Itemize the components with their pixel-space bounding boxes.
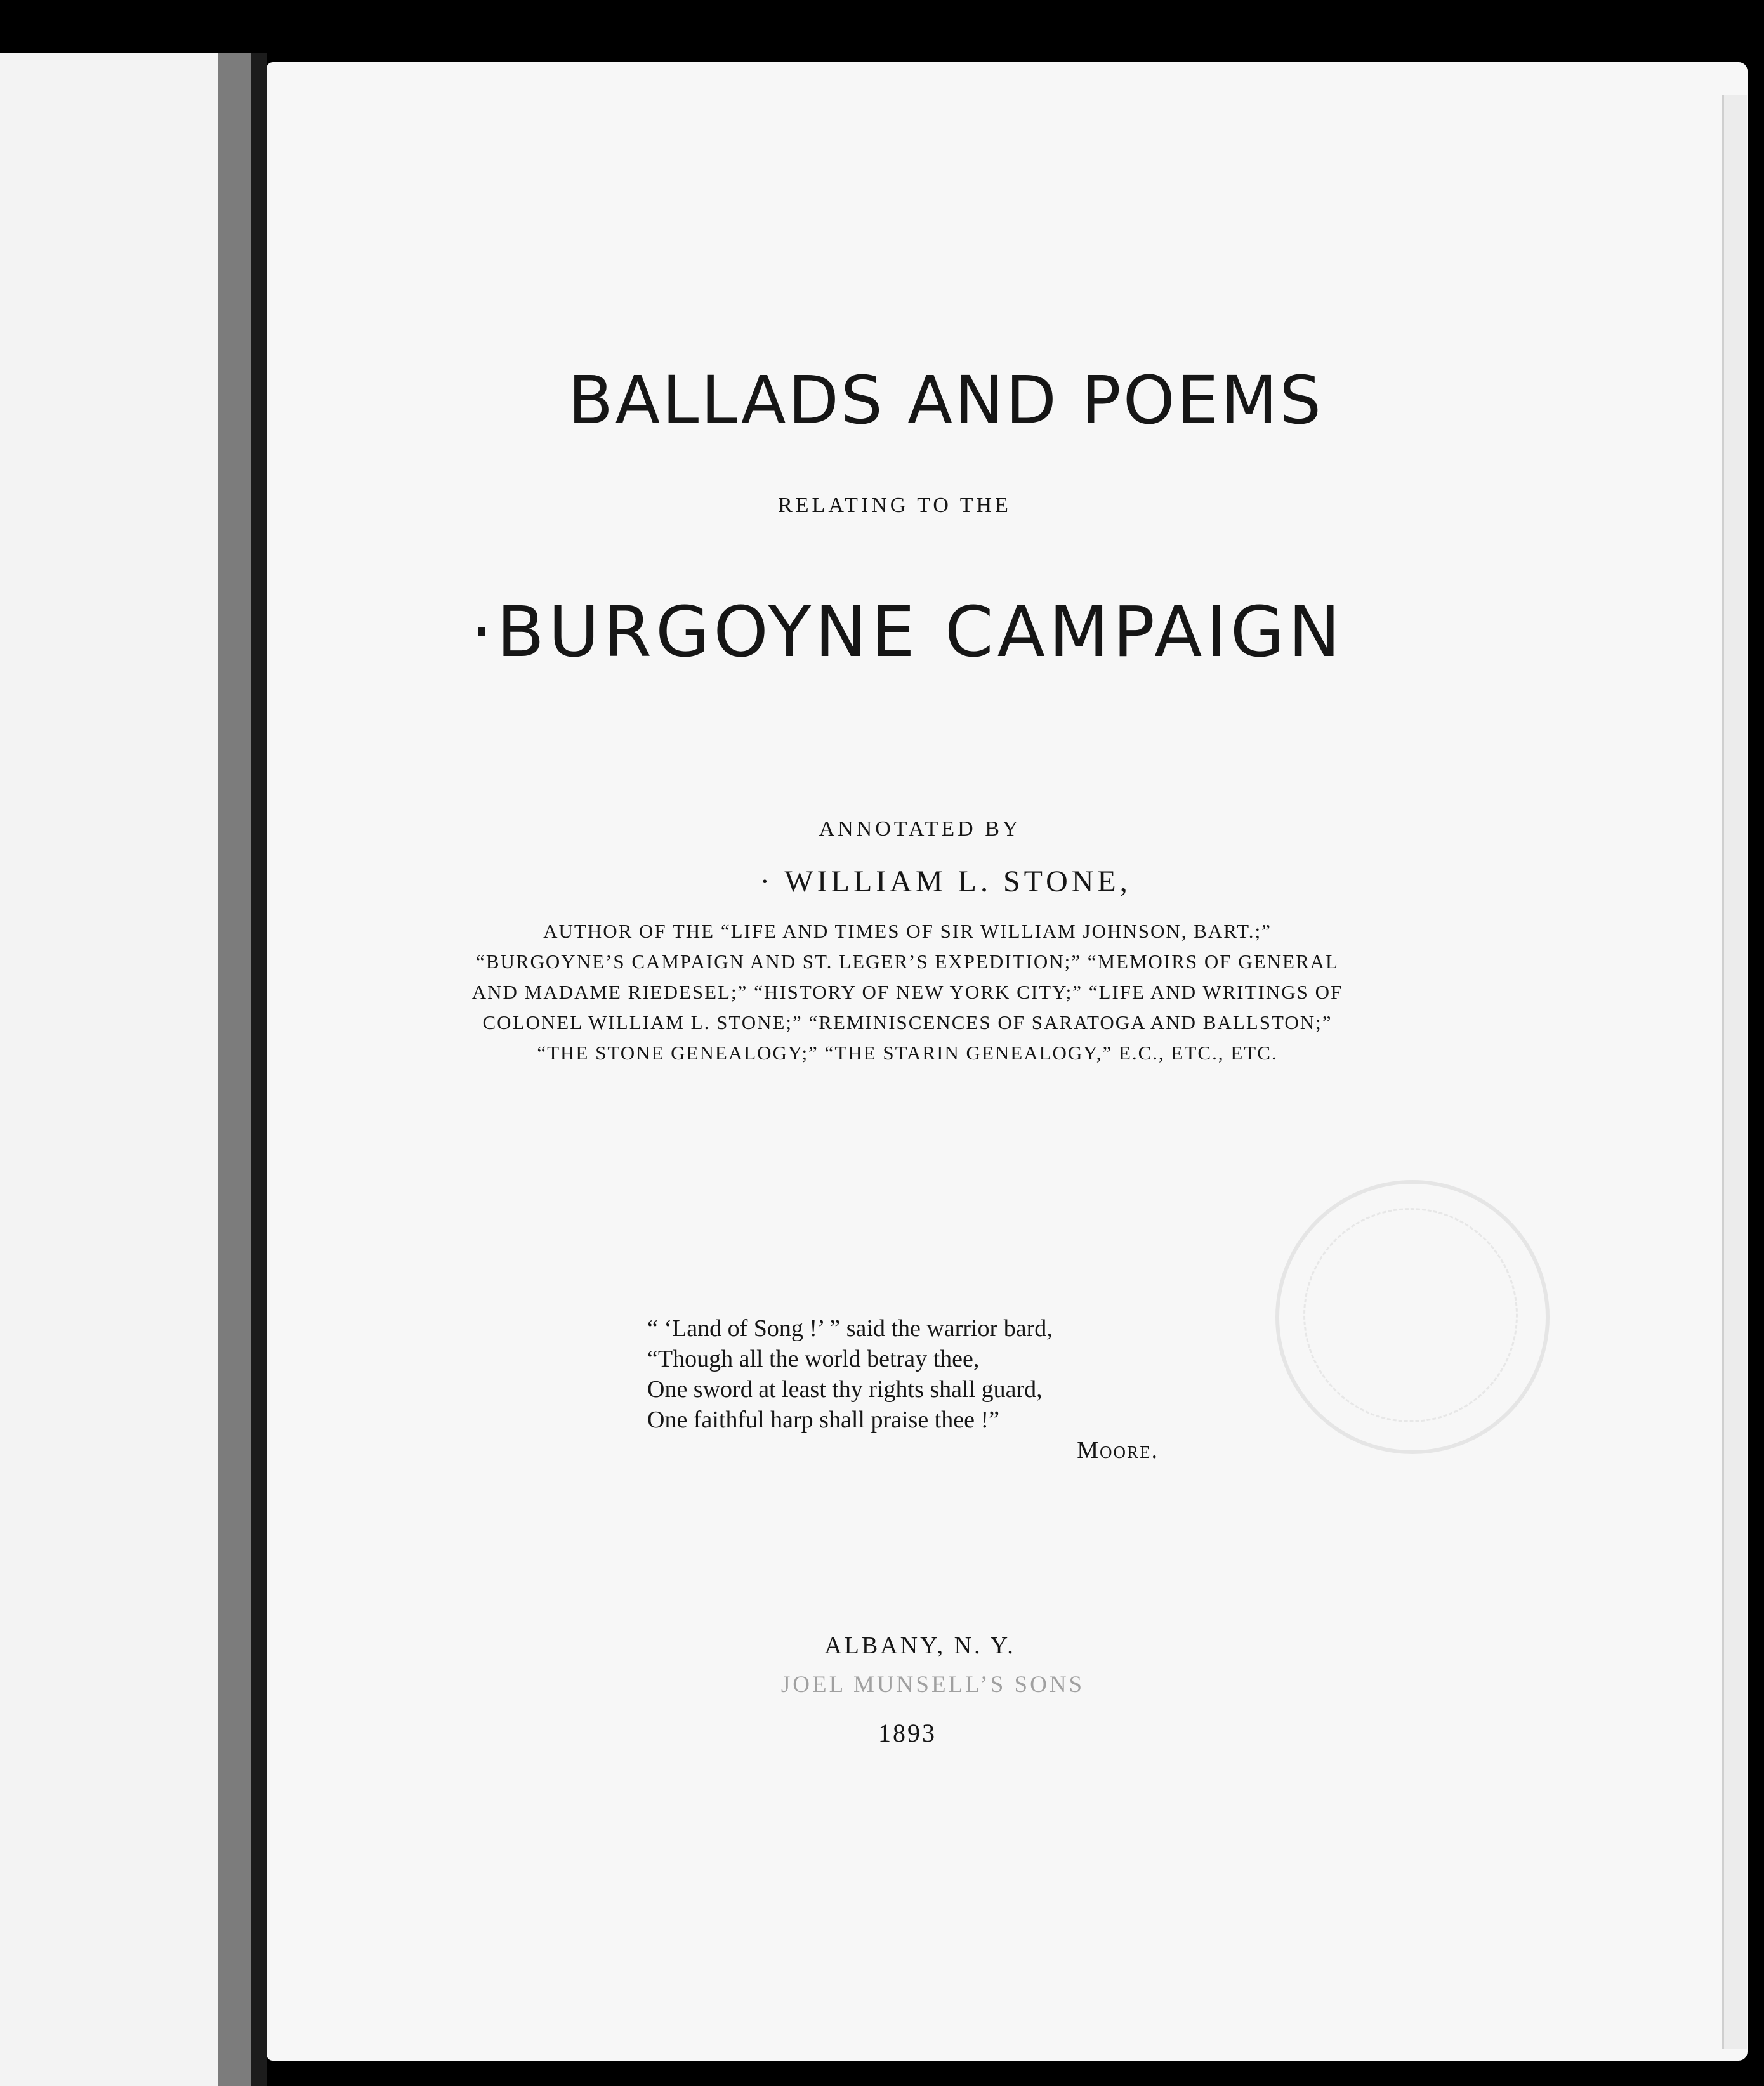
author-works-list: AUTHOR OF THE “LIFE AND TIMES OF SIR WILLIAM JOHNSON, BART.;” “BURGOYNE’S CAMPAIGN AND ST. LEGER’S EXPEDITION;” “MEMOIRS OF GENERAL AND MADAME RIEDESEL;” “HISTORY OF NEW YORK CITY;” “LIFE AND WRITINGS OF COLONEL WILLIAM L. STONE;” “REMINISCENCES OF SARATOGA AND BALLSTON;” “THE STONE GENEALOGY;” “THE STARIN GENEALOGY,” E.C., ETC., ETC. bbox=[471, 920, 1343, 1064]
library-stamp bbox=[1275, 1180, 1550, 1454]
imprint-place: ALBANY, N. Y. bbox=[824, 1632, 1016, 1659]
epigraph-attribution: Moore. bbox=[1077, 1437, 1159, 1464]
imprint-publisher: JOEL MUNSELL’S SONS bbox=[780, 1672, 1085, 1698]
book-gutter-shadow bbox=[251, 53, 267, 2086]
book-title-connector: RELATING TO THE bbox=[778, 494, 1011, 517]
epigraph-line: One faithful harp shall praise thee !” bbox=[647, 1407, 999, 1433]
epigraph-line: One sword at least thy rights shall guard, bbox=[647, 1376, 1043, 1403]
book-title-subject: ·BURGOYNE CAMPAIGN bbox=[470, 591, 1345, 672]
epigraph bbox=[647, 1313, 1180, 1466]
author-name: · WILLIAM L. STONE, bbox=[760, 865, 1131, 898]
book-title: BALLADS AND POEMS bbox=[567, 362, 1324, 439]
epigraph-line: “Though all the world betray thee, bbox=[647, 1346, 980, 1372]
epigraph-line: “ ‘Land of Song !’ ” said the warrior bard, bbox=[647, 1315, 1053, 1342]
imprint-year: 1893 bbox=[878, 1719, 937, 1747]
annotated-by-label: ANNOTATED BY bbox=[819, 817, 1022, 841]
left-page bbox=[0, 53, 218, 2086]
